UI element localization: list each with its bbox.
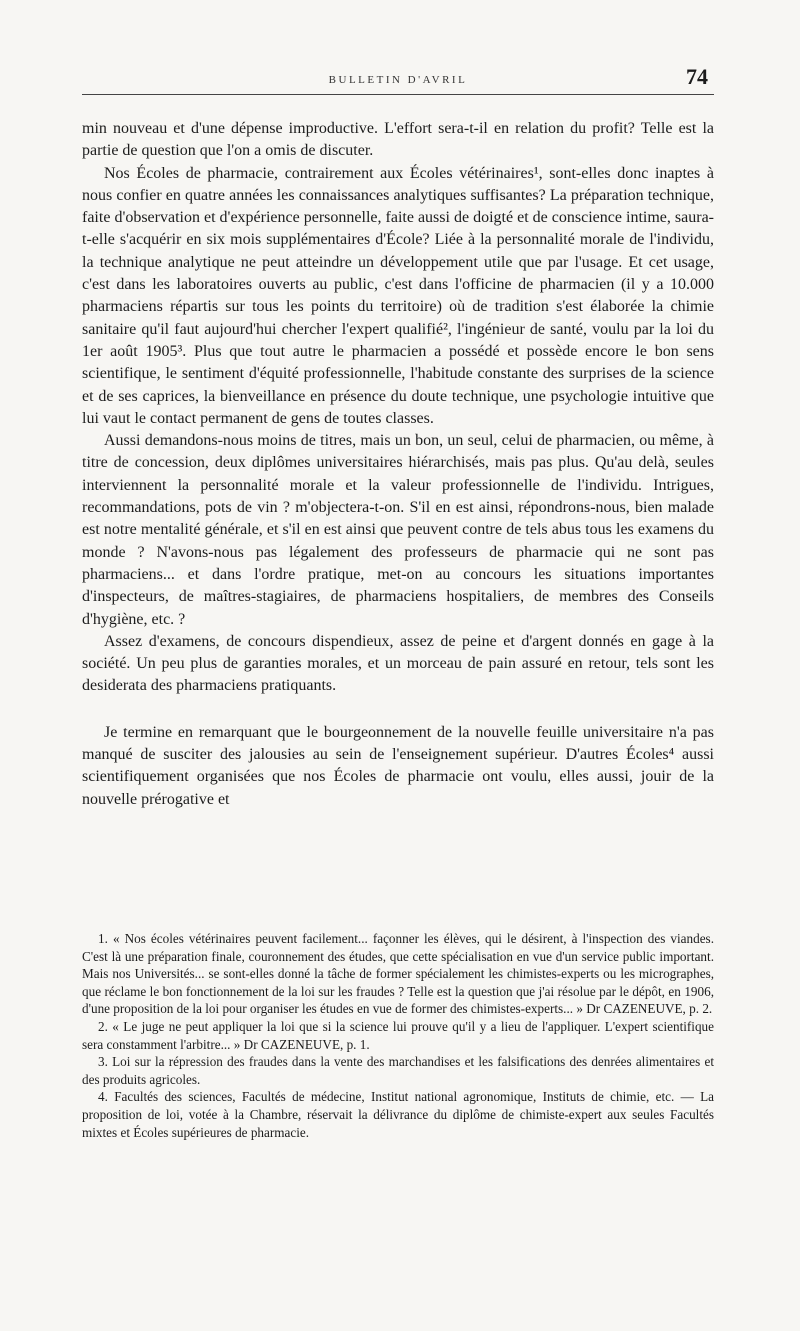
paragraph: Aussi demandons-nous moins de titres, mais un bon, un seul, celui de pharmacien, ou même, à titre de concession, deux diplômes universitaires hiérarchisés, mais pas plus. Qu'au delà, seules interviennent la personnalité morale et la valeur professionnelle de l'individu. Intrigues, recommandations, pots de vin ? m'objectera-t-on. S'il en est ainsi, répondrons-nous, bien malade est notre mentalité générale, et s'il en est ainsi que peuvent contre de tels abus tous les examens du monde ? N'avons-nous pas légalement des professeurs de pharmacie qui ne sont pas pharmaciens... et dans l'ordre pratique, met-on au concours les situations importantes d'inspecteurs, de maîtres-stagiaires, de pharmaciens hospitaliers, de membres des Conseils d'hygiène, etc. ? — [82, 432, 714, 628]
footnote: 3. Loi sur la répression des fraudes dans la vente des marchandises et les falsifications des denrées alimentaires et des produits agricoles. — [82, 1054, 714, 1087]
footnotes — [82, 930, 714, 1141]
page-number: 74 — [686, 64, 708, 89]
body-text — [82, 118, 714, 811]
footnote: 2. « Le juge ne peut appliquer la loi que si la science lui prouve qu'il y a lieu de l'appliquer. L'expert scientifique sera constamment l'arbitre... » Dr CAZENEUVE, p. 1. — [82, 1018, 714, 1052]
page-header — [82, 62, 714, 95]
paragraph: Je termine en remarquant que le bourgeonnement de la nouvelle feuille universitaire n'a pas manqué de susciter des jalousies au sein de l'enseignement supérieur. D'autres Écoles⁴ aussi scientifiquement organisées que nos Écoles de pharmacie ont voulu, elles aussi, jouir de la nouvelle prérogative et — [82, 723, 714, 808]
paragraph: Nos Écoles de pharmacie, contrairement aux Écoles vétérinaires¹, sont-elles donc inaptes à nous confier en quatre années les connaissances analytiques suffisantes? La préparation technique, faite d'observation et d'expérience personnelle, faite aussi de doigté et de conscience intime, saura-t-elle s'acquérir en six mois supplémentaires d'École? Liée à la personnalité morale de l'individu, la technique analytique ne peut atteindre un développement utile que par l'usage. Et cet usage, c'est dans les laboratoires ouverts au public, c'est dans l'officine de pharmacien (il y a 10.000 pharmaciens répartis sur tous les points du territoire) où de tradition s'est élaborée la chimie sanitaire qu'il faut aujourd'hui chercher l'expert qualifié², l'ingénieur de santé, voulu par la loi du 1er août 1905³. Plus que tout autre le pharmacien a possédé et possède encore le bon sens scientifique, le sentiment d'équité professionnelle, l'habitude constante des surprises de la science et de ses caprices, la bienveillance en présence du doute technique, une psychologie intuitive que lui vaut le contact permanent de gens de toutes classes. — [82, 164, 714, 427]
footnote-separator — [82, 912, 714, 913]
paragraph: min nouveau et d'une dépense improductive. L'effort sera-t-il en relation du profit? Telle est la partie de question que l'on a omis de discuter. — [82, 120, 714, 160]
paragraph: Assez d'examens, de concours dispendieux, assez de peine et d'argent donnés en gage à la société. Un peu plus de garanties morales, et un morceau de pain assuré en retour, tels sont les desiderata des pharmaciens pratiquants. — [82, 632, 714, 695]
running-head: BULLETIN D'AVRIL — [328, 74, 468, 86]
footnote: 4. Facultés des sciences, Facultés de médecine, Institut national agronomique, Instituts de chimie, etc. — La proposition de loi, votée à la Chambre, réservait la délivrance du diplôme de chimiste-expert aux seules Facultés mixtes et Écoles supérieures de pharmacie. — [82, 1089, 714, 1140]
footnote: 1. « Nos écoles vétérinaires peuvent facilement... façonner les élèves, qui le désirent, à l'inspection des viandes. C'est là une préparation finale, couronnement des études, que cette spécialisation en vue d'un service public important. Mais nos Universités... se sont-elles donné la tâche de former spécialement les chimistes-experts ou les micrographes, que réclame le bon fonctionnement de la loi sur les fraudes ? Telle est la question que j'ai résolue par le dépôt, en 1906, d'une proposition de la loi pour organiser les études en vue de former des chimistes-experts... » Dr CAZENEUVE, p. 2. — [82, 931, 714, 1017]
